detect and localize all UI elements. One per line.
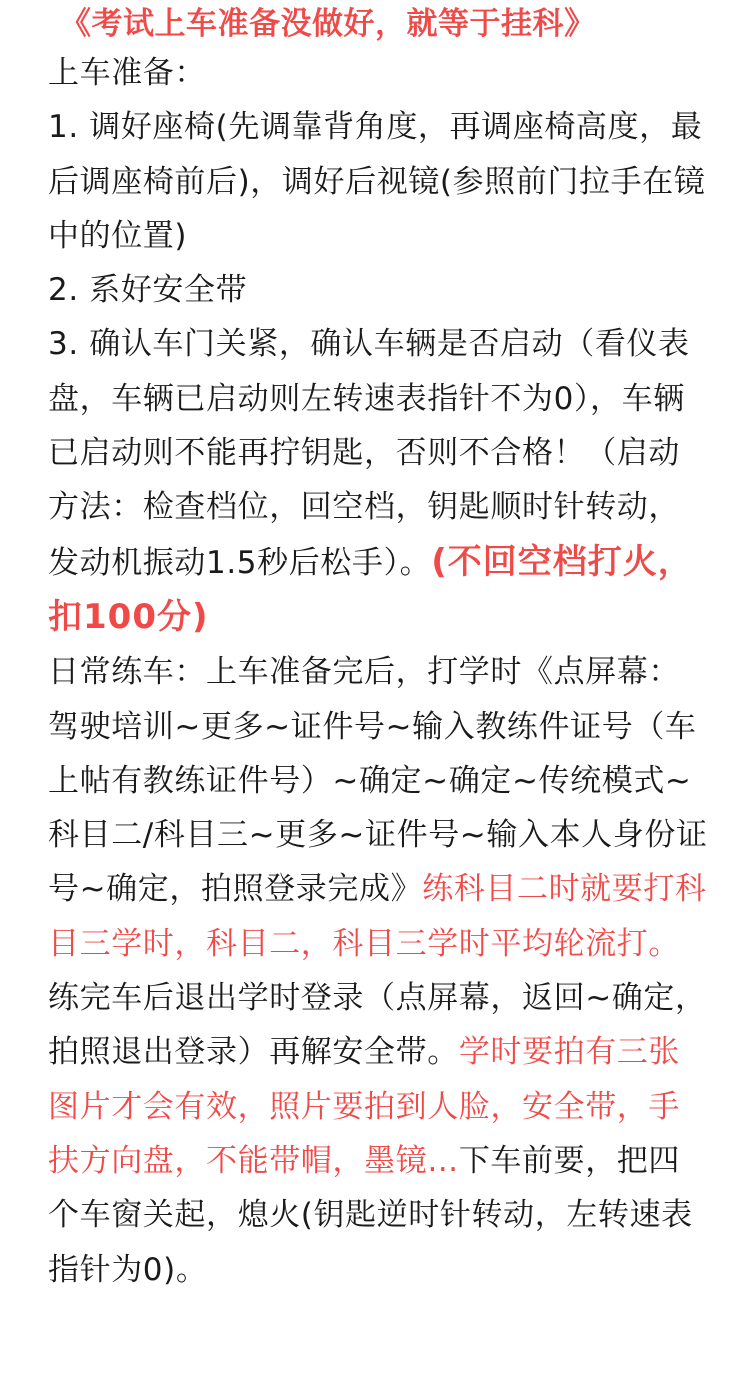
prep-heading: 上车准备：: [48, 55, 206, 91]
daily-practice-intro: 日常练车：上车准备完后，打学时《点屏幕：驾驶培训~更多~证件号~输入教练件证号（车上帖有教练证件号）~确定~确定~传统模式~科目二/科目三~更多~证件号~输入本人身份证号~确定，拍照登录完成》: [48, 654, 708, 908]
prep-step-1: 1. 调好座椅(先调靠背角度，再调座椅高度，最后调座椅前后)，调好后视镜(参照前门拉手在镜中的位置): [48, 109, 706, 254]
daily-practice-exit: 下车前要，把四个车窗关起，熄火(钥匙逆时针转动，左转速表指针为0)。: [48, 1142, 693, 1288]
daily-practice-photo-rules: 学时要拍有三张图片才会有效，照片要拍到人脸，安全带，手扶方向盘，不能带帽，墨镜…: [48, 1034, 681, 1179]
prep-step-3: [48, 317, 710, 645]
note-body: [48, 46, 710, 1297]
daily-practice-subject-note: 练科目二时就要打科目三学时，科目二，科目三学时平均轮流打。: [48, 871, 707, 962]
prep-step-2: 2. 系好安全带: [48, 272, 248, 309]
daily-practice-logout: 练完车后退出学时登录（点屏幕，返回~确定，拍照退出登录）再解安全带。: [48, 980, 707, 1071]
daily-practice-paragraph: [48, 645, 710, 1297]
prep-step-3-text: 3. 确认车门关紧，确认车辆是否启动（看仪表盘，车辆已启动则左转速表指针不为0），车辆已启动则不能再拧钥匙，否则不合格！（启动方法：检查档位，回空档，钥匙顺时针转动，发动机振动1.5秒后松手）。: [48, 326, 690, 581]
note-title: 《考试上车准备没做好，就等于挂科》: [60, 6, 596, 42]
prep-step-3-warning: (不回空档打火，扣100分): [48, 541, 693, 637]
